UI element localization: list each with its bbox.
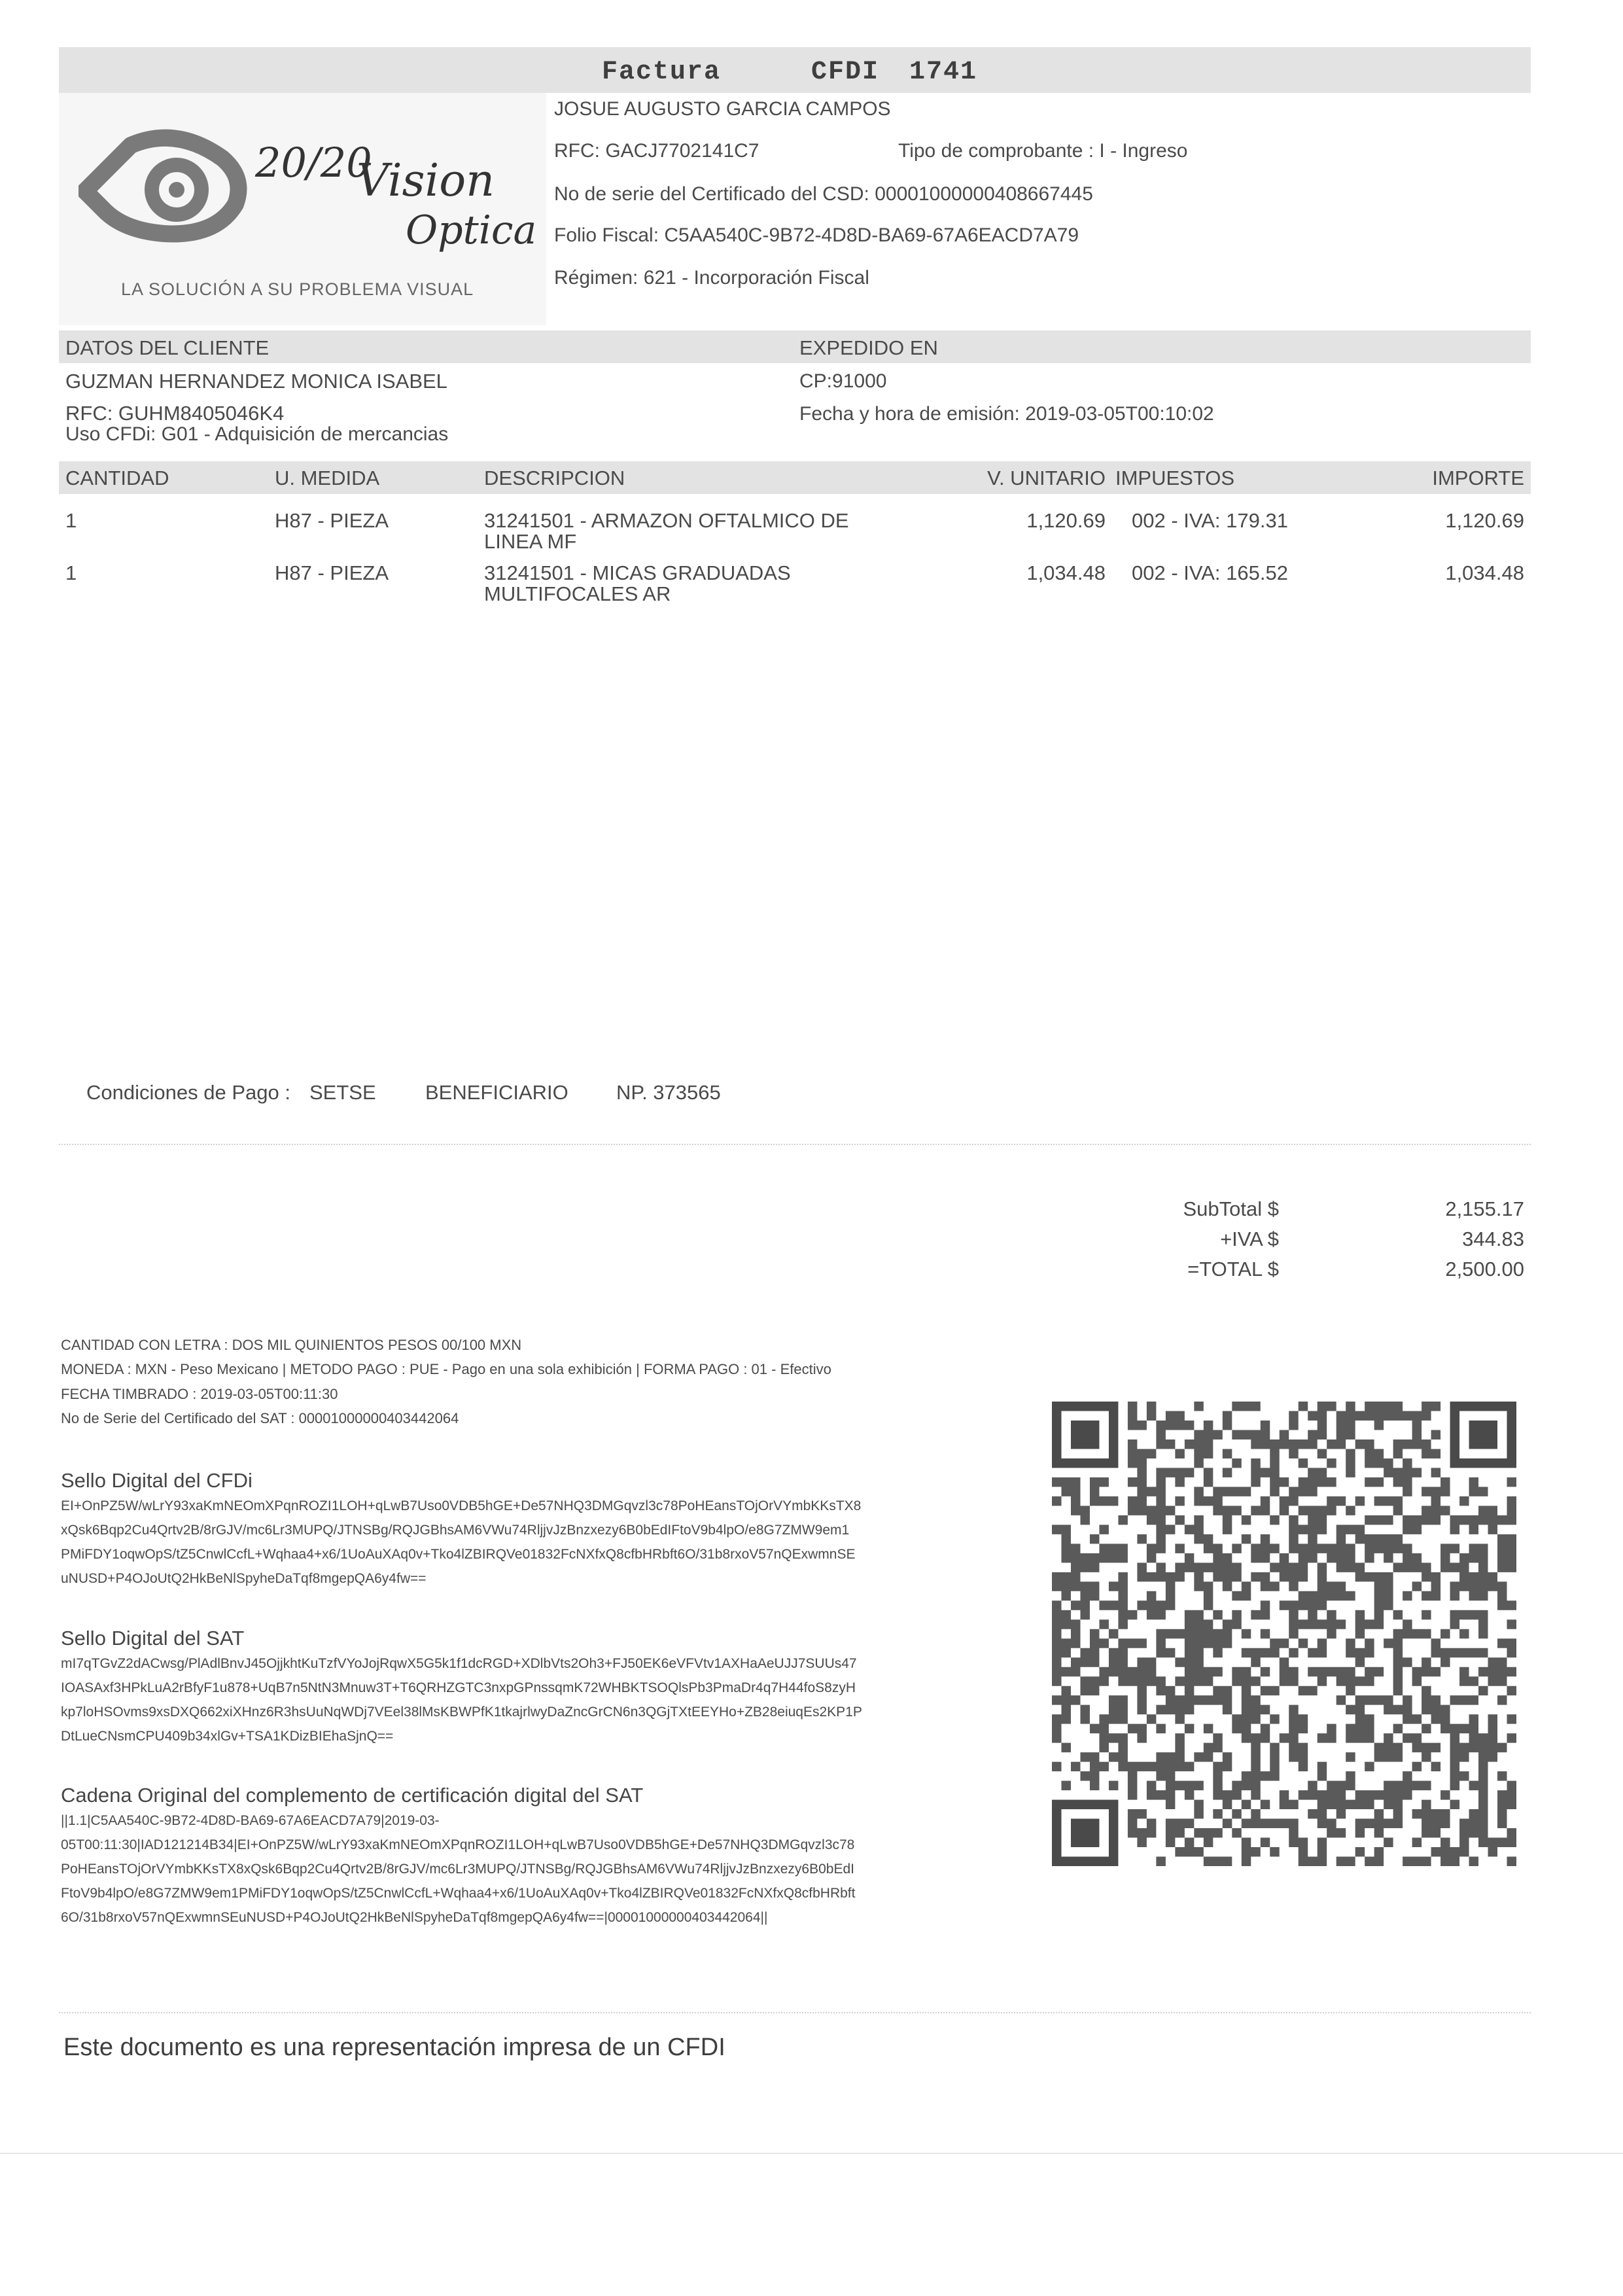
col-importe: IMPORTE [1432,467,1524,489]
footer-note: Este documento es una representación impresa de un CFDI [63,2034,725,2061]
cadena-line: 6O/31b8rxoV57nQExwmnSEuNUSD+P4OJoUtQ2HkBeNlSpyheDaTqf8mgepQA6y4fw==|00001000000403442064|| [61,1910,768,1925]
cadena-title: Cadena Original del complemento de certificación digital del SAT [61,1784,644,1807]
total-label: =TOTAL $ [1187,1258,1279,1280]
cantidad-letra: CANTIDAD CON LETRA : DOS MIL QUINIENTOS PESOS 00/100 MXN [61,1337,522,1353]
cadena-line: ||1.1|C5AA540C-9B72-4D8D-BA69-67A6EACD7A79|2019-03- [61,1813,440,1828]
row1-unitario: 1,120.69 [1026,509,1106,532]
document-type: Factura [602,58,722,87]
brand-number: 20/20 [255,139,372,186]
conditions-value: SETSE [309,1081,376,1104]
sello-cfdi-text [61,1494,1003,1591]
cfdi-label: CFDI [811,58,880,87]
col-cantidad: CANTIDAD [65,467,169,489]
fecha-timbrado: FECHA TIMBRADO : 2019-03-05T00:11:30 [61,1386,338,1402]
row1-unidad: H87 - PIEZA [275,509,389,532]
sello-cfdi-title: Sello Digital del CFDi [61,1469,253,1492]
row2-unidad: H87 - PIEZA [275,561,389,584]
tipo-comprobante: Tipo de comprobante : I - Ingreso [898,140,1188,162]
row1-desc-line2: LINEA MF [484,530,577,553]
cfdi-number: 1741 [909,58,978,87]
sello-cfdi-line: xQsk6Bqp2Cu4Qrtv2B/8rGJV/mc6Lr3MUPQ/JTNSBg/RQJGBhsAM6VWu74RljjvJzBnzxezy6B0bEdIFtoV9b4lpO/e8G7ZMW9em1 [61,1523,850,1538]
moneda-metodo-forma: MONEDA : MXN - Peso Mexicano | METODO PAGO : PUE - Pago en una sola exhibición | FORMA PAGO : 01 - Efectivo [61,1361,831,1377]
iva-label: +IVA $ [1220,1227,1279,1250]
sello-cfdi-line: EI+OnPZ5W/wLrY93xaKmNEOmXPqnROZI1LOH+qLwB7Uso0VDB5hGE+De57NHQ3DMGqvzl3c78PoHEansTOjOrVYmbKKsTX8 [61,1498,862,1513]
logo-tagline: LA SOLUCIÓN A SU PROBLEMA VISUAL [121,279,474,299]
subtotal-value: 2,155.17 [1445,1197,1524,1220]
client-name: GUZMAN HERNANDEZ MONICA ISABEL [65,370,447,393]
serie-sat: No de Serie del Certificado del SAT : 00001000000403442064 [61,1410,459,1426]
col-impuestos: IMPUESTOS [1115,467,1235,489]
folio-fiscal: Folio Fiscal: C5AA540C-9B72-4D8D-BA69-67A6EACD7A79 [554,224,1079,246]
beneficiario-label: BENEFICIARIO [425,1081,568,1104]
row2-desc-line1: 31241501 - MICAS GRADUADAS [484,561,791,584]
brand-script-optica: Optica [406,207,537,253]
logo-area [59,93,546,325]
row1-impuestos: 002 - IVA: 179.31 [1132,509,1288,532]
client-uso-cfdi: Uso CFDi: G01 - Adquisición de mercancias [65,423,449,445]
row1-cantidad: 1 [65,509,77,532]
regimen: Régimen: 621 - Incorporación Fiscal [554,267,869,289]
cadena-text [61,1809,1003,1930]
conditions-label: Condiciones de Pago : [86,1081,290,1104]
row2-impuestos: 002 - IVA: 165.52 [1132,561,1288,584]
issuer-name: JOSUE AUGUSTO GARCIA CAMPOS [554,98,891,120]
sello-cfdi-line: uNUSD+P4OJoUtQ2HkBeNlSpyheDaTqf8mgepQA6y4fw== [61,1571,427,1586]
row2-desc-line2: MULTIFOCALES AR [484,582,671,605]
col-unitario: V. UNITARIO [987,467,1106,489]
sello-sat-line: mI7qTGvZ2dACwsg/PlAdlBnvJ45OjjkhtKuTzfVYoJojRqwX5G5k1f1dcRGD+XDlbVts2Oh3+FJ50EK6eVFVtv1AXHaAeUJJ7SUUs47 [61,1656,857,1671]
client-rfc: RFC: GUHM8405046K4 [65,402,285,425]
np-number: NP. 373565 [616,1081,721,1104]
sello-sat-text [61,1651,1003,1748]
expedido-fecha: Fecha y hora de emisión: 2019-03-05T00:10:02 [799,403,1214,425]
cadena-line: 05T00:11:30|IAD121214B34|EI+OnPZ5W/wLrY93xaKmNEOmXPqnROZI1LOH+qLwB7Uso0VDB5hGE+De57NHQ3DMGqvzl3c78 [61,1837,855,1852]
cadena-line: PoHEansTOjOrVYmbKKsTX8xQsk6Bqp2Cu4Qrtv2B/8rGJV/mc6Lr3MUPQ/JTNSBg/RQJGBhsAM6VWu74RljjvJzBnzxezy6B0bEdI [61,1862,854,1877]
sello-sat-line: kp7loHSOvms9xsDXQ662xiXHnz6R3hsUuNqWDj7VEel38lMsKBWPfK1tkajrlwyDaZncGrCN6n3QGjTXtEEYHo+ZB28eiuqEs2KP1P [61,1704,862,1720]
sello-sat-title: Sello Digital del SAT [61,1627,245,1650]
expedido-cp: CP:91000 [799,370,887,392]
row2-importe: 1,034.48 [1445,561,1524,584]
row2-unitario: 1,034.48 [1026,561,1106,584]
subtotal-label: SubTotal $ [1183,1197,1279,1220]
client-section-title: DATOS DEL CLIENTE [65,336,270,359]
client-band [59,330,1531,363]
row1-desc-line1: 31241501 - ARMAZON OFTALMICO DE [484,509,849,532]
iva-value: 344.83 [1462,1227,1524,1250]
eye-logo-icon [79,119,268,250]
divider-bottom [59,2012,1531,2013]
cadena-line: FtoV9b4lpO/e8G7ZMW9em1PMiFDY1oqwOpS/tZ5CnwlCcfL+Wqhaa4+x6/1UoAuXAq0v+Tko4lZBIRQVe01832FcNXfxQ8cfbHRbft [61,1886,856,1901]
brand-script-vision: Vision [357,155,495,207]
qr-code-icon [1052,1402,1516,1866]
page-bottom-rule [0,2153,1623,2154]
col-descripcion: DESCRIPCION [484,467,625,489]
expedido-section-title: EXPEDIDO EN [799,336,938,359]
row2-cantidad: 1 [65,561,77,584]
sello-cfdi-line: PMiFDY1oqwOpS/tZ5CnwlCcfL+Wqhaa4+x6/1UoAuXAq0v+Tko4lZBIRQVe01832FcNXfxQ8cfbHRbft6O/31b8rxoV57nQExwmnSE [61,1547,856,1562]
serie-csd: No de serie del Certificado del CSD: 00001000000408667445 [554,183,1093,205]
sello-sat-line: IOASAxf3HPkLuA2rBfyF1u878+UqB7n5NtN3Mnuw3T+T6QRHZGTC3nxpGPnssqmK72WHBKTSOQlsPb3PmaDr4q7H44foS8zyH [61,1680,856,1695]
header-title-band [59,47,1531,93]
divider-top [59,1144,1531,1145]
total-value: 2,500.00 [1445,1258,1524,1280]
issuer-rfc: RFC: GACJ7702141C7 [554,140,759,162]
col-unidad: U. MEDIDA [275,467,380,489]
row1-importe: 1,120.69 [1445,509,1524,532]
sello-sat-line: DtLueCNsmCPU409b34xlGv+TSA1KDizBIEhaSjnQ== [61,1729,394,1744]
